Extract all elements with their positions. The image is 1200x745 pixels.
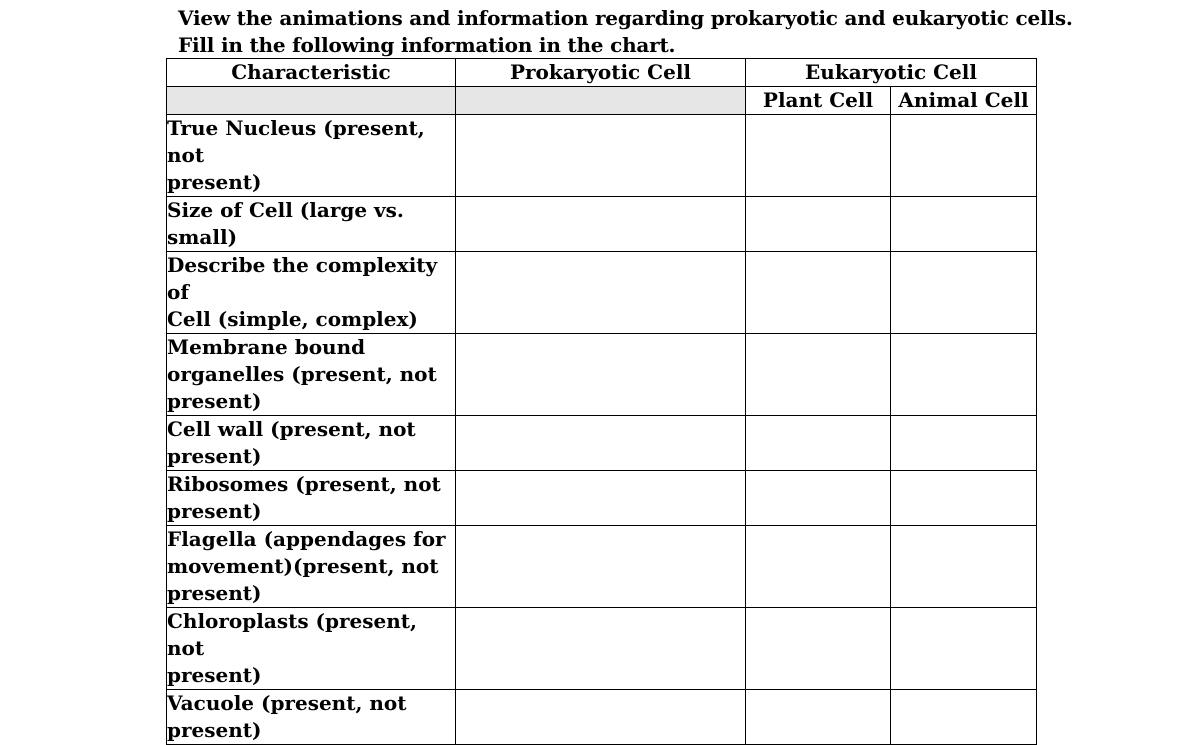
plant-answer-cell[interactable] <box>746 526 891 608</box>
shaded-cell <box>456 87 746 115</box>
animal-answer-cell[interactable] <box>891 115 1037 197</box>
prokaryotic-answer-cell[interactable] <box>456 197 746 252</box>
table-row <box>167 416 1037 471</box>
prokaryotic-answer-cell[interactable] <box>456 416 746 471</box>
prokaryotic-answer-cell[interactable] <box>456 526 746 608</box>
animal-answer-cell[interactable] <box>891 416 1037 471</box>
shaded-cell <box>167 87 456 115</box>
characteristic-cell: Membrane bound organelles (present, not present) <box>167 334 456 416</box>
table-row <box>167 115 1037 197</box>
animal-answer-cell[interactable] <box>891 526 1037 608</box>
characteristic-cell: Vacuole (present, not present) <box>167 690 456 745</box>
characteristic-cell: Ribosomes (present, not present) <box>167 471 456 526</box>
plant-answer-cell[interactable] <box>746 197 891 252</box>
animal-answer-cell[interactable] <box>891 197 1037 252</box>
prokaryotic-answer-cell[interactable] <box>456 334 746 416</box>
header-row <box>167 59 1037 87</box>
characteristic-cell: Size of Cell (large vs. small) <box>167 197 456 252</box>
characteristic-cell: Flagella (appendages for movement)(present, not present) <box>167 526 456 608</box>
plant-answer-cell[interactable] <box>746 690 891 745</box>
characteristic-cell: True Nucleus (present, not present) <box>167 115 456 197</box>
table-row <box>167 471 1037 526</box>
table-row <box>167 197 1037 252</box>
header-animal: Animal Cell <box>891 87 1037 115</box>
animal-answer-cell[interactable] <box>891 252 1037 334</box>
prokaryotic-answer-cell[interactable] <box>456 115 746 197</box>
plant-answer-cell[interactable] <box>746 334 891 416</box>
instruction-line-2: Fill in the following information in the chart. <box>178 33 676 57</box>
comparison-chart <box>166 58 1037 745</box>
animal-answer-cell[interactable] <box>891 334 1037 416</box>
header-plant: Plant Cell <box>746 87 891 115</box>
table-row <box>167 690 1037 745</box>
prokaryotic-answer-cell[interactable] <box>456 252 746 334</box>
table-row <box>167 608 1037 690</box>
characteristic-cell: Chloroplasts (present, not present) <box>167 608 456 690</box>
prokaryotic-answer-cell[interactable] <box>456 690 746 745</box>
table-row <box>167 526 1037 608</box>
plant-answer-cell[interactable] <box>746 471 891 526</box>
characteristic-cell: Describe the complexity of Cell (simple, complex) <box>167 252 456 334</box>
animal-answer-cell[interactable] <box>891 608 1037 690</box>
table-row <box>167 252 1037 334</box>
plant-answer-cell[interactable] <box>746 416 891 471</box>
instruction-line-1: View the animations and information regarding prokaryotic and eukaryotic cells. <box>178 6 1073 30</box>
header-characteristic: Characteristic <box>167 59 456 87</box>
plant-answer-cell[interactable] <box>746 252 891 334</box>
prokaryotic-answer-cell[interactable] <box>456 608 746 690</box>
table-row <box>167 334 1037 416</box>
subheader-row <box>167 87 1037 115</box>
characteristic-cell: Cell wall (present, not present) <box>167 416 456 471</box>
animal-answer-cell[interactable] <box>891 471 1037 526</box>
plant-answer-cell[interactable] <box>746 115 891 197</box>
animal-answer-cell[interactable] <box>891 690 1037 745</box>
plant-answer-cell[interactable] <box>746 608 891 690</box>
prokaryotic-answer-cell[interactable] <box>456 471 746 526</box>
instructions <box>178 5 1078 59</box>
header-prokaryotic: Prokaryotic Cell <box>456 59 746 87</box>
header-eukaryotic: Eukaryotic Cell <box>746 59 1037 87</box>
